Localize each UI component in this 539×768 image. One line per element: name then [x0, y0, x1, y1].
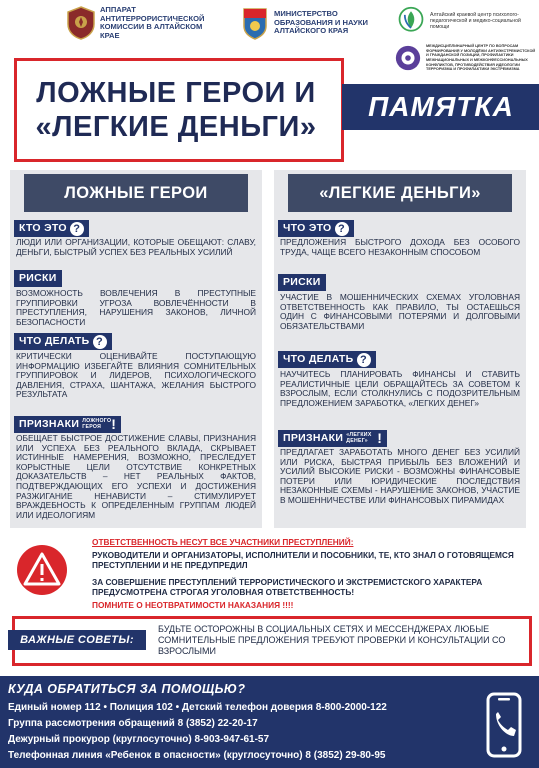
section-tag-risks: РИСКИ	[14, 270, 62, 287]
title-line-2: «ЛЕГКИЕ ДЕНЬГИ»	[35, 111, 317, 143]
network-text: МЕЖДИСЦИПЛИНАРНЫЙ ЦЕНТР ПО ВОПРОСАМ ФОРМИРОВАНИЯ У МОЛОДЁЖИ АНТИЭКСТРЕМИСТСКОЙ И ГРАЖДАНСКОЙ ПОЗИЦИИ, ПРОФИЛАКТИКИ МЕЖНАЦИОНАЛЬНЫХ И МЕЖКОНФЕССИОНАЛЬНЫХ КОНФЛИКТОВ, ПРОТИВОДЕЙСТВИЯ ИДЕОЛОГИИ ТЕРРОРИЗМА И ПРОФИЛАКТИКИ ЭКСТРЕМИЗМА	[426, 44, 536, 72]
section-text-risks: УЧАСТИЕ В МОШЕННИЧЕСКИХ СХЕМАХ УГОЛОВНАЯ ОТВЕТСТВЕННОСТЬ КАК ПРАВИЛО, ТЫ ОСТАЕШЬСЯ ОДИН С ФИНАНСОВЫМИ ПОТЕРЯМИ И ДОЛГОВЫМИ ОБЯЗАТЕЛЬСТВАМИ	[280, 292, 520, 331]
help-title: КУДА ОБРАТИТЬСЯ ЗА ПОМОЩЬЮ?	[8, 682, 246, 696]
network-logo	[394, 44, 538, 72]
question-icon: ?	[357, 353, 371, 367]
center-logo-icon	[396, 6, 426, 36]
section-tag-risks: РИСКИ	[278, 274, 326, 291]
help-line-prosecutor: Дежурный прокурор (круглосуточно) 8-903-947-61-57	[8, 734, 270, 745]
help-line-emergency: Единый номер 112 • Полиция 102 • Детский телефон доверия 8-800-2000-122	[8, 702, 387, 713]
section-text-todo: КРИТИЧЕСКИ ОЦЕНИВАЙТЕ ПОСТУПАЮЩУЮ ИНФОРМАЦИЮ ИЗБЕГАЙТЕ ВЛИЯНИЯ СОМНИТЕЛЬНЫХ ГРУППИРОВОК И ЛИДЕРОВ, ПСИХОЛОГИЧЕСКОГО ДАВЛЕНИЯ, СТРАХА, ШАНТАЖА, ЖЕЛАНИЯ БЫСТРОГО РЕЗУЛЬТАТА	[16, 351, 256, 400]
ministry-text: МИНИСТЕРСТВО ОБРАЗОВАНИЯ И НАУКИ АЛТАЙСКОГО КРАЯ	[274, 9, 368, 36]
question-icon: ?	[70, 222, 84, 236]
false-heroes-column	[10, 170, 262, 528]
network-logo-icon	[394, 44, 422, 72]
section-text-risks: ВОЗМОЖНОСТЬ ВОВЛЕЧЕНИЯ В ПРЕСТУПНЫЕ ГРУППИРОВКИ УГРОЗА ВОВЛЕЧЁННОСТИ В ПРЕСТУПЛЕНИЯ, НАРУШЕНИЯ ЗАКОНОВ, ЛИЧНОЙ БЕЗОПАСНОСТИ	[16, 288, 256, 327]
question-icon: ?	[335, 222, 349, 236]
antiterror-logo	[66, 6, 220, 40]
easy-money-column	[274, 170, 526, 528]
question-icon: ?	[93, 335, 107, 349]
section-text-signs: ПРЕДЛАГАЕТ ЗАРАБОТАТЬ МНОГО ДЕНЕГ БЕЗ УСИЛИЙ ИЛИ РИСКА, БЫСТРАЯ ПРИБЫЛЬ БЕЗ ВЛОЖЕНИЙ И УСИЛИЙ ВЫСОКИЕ РИСКИ - ВОЗМОЖНЫ ФИНАНСОВЫЕ ПОТЕРИ ИЛИ ЮРИДИЧЕСКИЕ ПОСЛЕДСТВИЯ НЕЗАКОННЫЕ СХЕМЫ - НАРУШЕНИЕ ЗАКОНОВ, УЧАСТИЕ В МОШЕННИЧЕСТВЕ ИЛИ ФИНАНСОВЫХ ПИРАМИДАХ	[280, 447, 520, 505]
section-tag-todo: ЧТО ДЕЛАТЬ ?	[14, 333, 112, 350]
responsibility-punishment: ЗА СОВЕРШЕНИЕ ПРЕСТУПЛЕНИЙ ТЕРРОРИСТИЧЕСКОГО И ЭКСТРЕМИСТСКОГО ХАРАКТЕРА ПРЕДУСМОТРЕНА СТРОГАЯ УГОЛОВНАЯ ОТВЕТСТВЕННОСТЬ!	[92, 577, 483, 597]
memo-label: ПАМЯТКА	[368, 91, 514, 122]
page-title	[6, 76, 346, 144]
section-tag-what: КТО ЭТО ?	[14, 220, 89, 237]
section-tag-what: ЧТО ЭТО ?	[278, 220, 354, 237]
advice-tag: ВАЖНЫЕ СОВЕТЫ:	[8, 630, 146, 650]
advice-text: БУДЬТЕ ОСТОРОЖНЫ В СОЦИАЛЬНЫХ СЕТЯХ И МЕССЕНДЖЕРАХ ЛЮБЫЕ СОМНИТЕЛЬНЫЕ ПРЕДЛОЖЕНИЯ ТРЕБУЮТ ПРОВЕРКИ И КОНСУЛЬТАЦИИ СО ВЗРОСЛЫМИ	[158, 624, 506, 656]
center-text: Алтайский краевой центр психолого-педагогической и медико-социальной помощи	[430, 11, 521, 31]
coat-of-arms-icon	[240, 6, 270, 40]
section-text-what: ПРЕДЛОЖЕНИЯ БЫСТРОГО ДОХОДА БЕЗ ОСОБОГО ТРУДА, ЧАЩЕ ВСЕГО НЕЗАКОННЫМ СПОСОБОМ	[280, 237, 520, 257]
antiterror-text: АППАРАТ АНТИТЕРРОРИСТИЧЕСКОЙ КОМИССИИ В АЛТАЙСКОМ КРАЕ	[100, 5, 205, 40]
help-line-appeals: Группа рассмотрения обращений 8 (3852) 22-20-17	[8, 718, 258, 729]
section-text-what: ЛЮДИ ИЛИ ОРГАНИЗАЦИИ, КОТОРЫЕ ОБЕЩАЮТ: СЛАВУ, ДЕНЬГИ, БЫСТРЫЙ УСПЕХ БЕЗ РЕАЛЬНЫХ УСИЛИЙ	[16, 237, 256, 257]
exclamation-icon: !	[111, 416, 117, 432]
title-line-1: ЛОЖНЫЕ ГЕРОИ И	[36, 77, 316, 109]
phone-icon	[478, 690, 530, 764]
section-text-signs: ОБЕЩАЕТ БЫСТРОЕ ДОСТИЖЕНИЕ СЛАВЫ, ПРИЗНАНИЯ ИЛИ УСПЕХА БЕЗ РЕАЛЬНОГО ВКЛАДА, СКРЫВАЕТ ИСТИННЫЕ НАМЕРЕНИЯ, ВОЗМОЖНО, ПРЕСЛЕДУЕТ КОРЫСТНЫЕ ЦЕЛИ ОТСУТСТВИЕ КОНКРЕТНЫХ ДОКАЗАТЕЛЬСТВ – НЕТ РЕАЛЬНЫХ ФАКТОВ, ПОДТВЕРЖДАЮЩИХ ЕГО УСПЕХИ И ДОСТИЖЕНИЯ РАЗЖИГАНИЕ НЕНАВИСТИ – СТИМУЛИРУЕТ ВРАЖДЕБНОСТЬ К ОПРЕДЕЛЕННЫМ ГРУППАМ ЛЮДЕЙ ИЛИ ИДЕОЛОГИЯМ	[16, 433, 256, 520]
help-line-child-danger: Телефонная линия «Ребенок в опасности» (круглосуточно) 8 (3852) 29-80-95	[8, 750, 386, 761]
column-heading: «ЛЕГКИЕ ДЕНЬГИ»	[288, 174, 512, 212]
ministry-logo	[240, 6, 388, 40]
section-tag-signs: ПРИЗНАКИ «ЛЕГКИХ ДЕНЕГ» !	[278, 430, 387, 447]
logo-row	[0, 6, 539, 46]
warning-icon	[16, 544, 68, 596]
responsibility-remember: ПОМНИТЕ О НЕОТВРАТИМОСТИ НАКАЗАНИЯ !!!!	[92, 600, 294, 610]
section-tag-signs: ПРИЗНАКИ ЛОЖНОГО ГЕРОЯ !	[14, 416, 121, 433]
section-tag-todo: ЧТО ДЕЛАТЬ ?	[278, 351, 376, 368]
section-text-todo: НАУЧИТЕСЬ ПЛАНИРОВАТЬ ФИНАНСЫ И СТАВИТЬ РЕАЛИСТИЧНЫЕ ЦЕЛИ ОБРАЩАЙТЕСЬ ЗА СОВЕТОМ К ВЗРОСЛЫМ, ЕСЛИ СТОЛКНУЛИСЬ С ПОДОЗРИТЕЛЬНЫМ ПРЕДЛОЖЕНИЕМ ЗАРАБОТКА, «ЛЕГКИХ ДЕНЕГ»	[280, 369, 520, 408]
responsibility-participants: РУКОВОДИТЕЛИ И ОРГАНИЗАТОРЫ, ИСПОЛНИТЕЛИ И ПОСОБНИКИ, ТЕ, КТО ЗНАЛ О ГОТОВЯЩЕМСЯ ПРЕСТУПЛЕНИИ И НЕ ПРЕДУПРЕДИЛ	[92, 550, 514, 570]
responsibility-heading: ОТВЕТСТВЕННОСТЬ НЕСУТ ВСЕ УЧАСТНИКИ ПРЕСТУПЛЕНИЙ:	[92, 537, 354, 547]
center-logo	[396, 6, 532, 36]
antiterror-emblem-icon	[66, 6, 96, 40]
exclamation-icon: !	[377, 430, 383, 446]
column-heading: ЛОЖНЫЕ ГЕРОИ	[24, 174, 248, 212]
